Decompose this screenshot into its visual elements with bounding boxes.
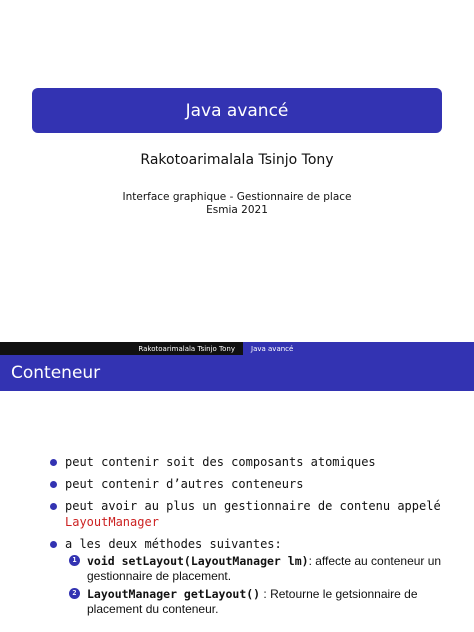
bullet-text: peut avoir au plus un gestionnaire de contenu appelé — [65, 499, 441, 513]
number-badge-icon: 1 — [69, 555, 80, 566]
bullet-text: peut contenir d’autres conteneurs — [65, 477, 304, 491]
number-badge-icon: 2 — [69, 588, 80, 599]
presentation-title: Java avancé — [185, 100, 289, 121]
bullet-text: peut contenir soit des composants atomiques — [65, 455, 376, 469]
method-description: : affecte au conteneur un gestionnaire de placement. — [87, 554, 442, 583]
bullet-text: a les deux méthodes suivantes: — [65, 537, 282, 551]
frame-title-bar — [0, 355, 474, 391]
method-item — [65, 554, 450, 584]
title-box — [32, 88, 442, 133]
subtitle — [0, 191, 474, 217]
slide-header-bar — [0, 342, 474, 355]
list-item — [50, 476, 450, 492]
list-item — [50, 536, 450, 617]
bullet-icon — [50, 541, 57, 548]
bullet-icon — [50, 481, 57, 488]
header-author: Rakotoarimalala Tsinjo Tony — [0, 342, 243, 355]
method-list — [65, 554, 450, 617]
layout-manager-term: LayoutManager — [65, 515, 159, 529]
frame-title: Conteneur — [11, 363, 101, 383]
method-description: : Retourne le getsionnaire de placement du conteneur. — [87, 587, 418, 616]
method-signature: LayoutManager getLayout() — [87, 587, 261, 601]
author-name: Rakotoarimalala Tsinjo Tony — [140, 152, 334, 168]
method-item — [65, 587, 450, 617]
bullet-icon — [50, 503, 57, 510]
subtitle-line-1: Interface graphique - Gestionnaire de place — [122, 191, 352, 203]
subtitle-line-2: Esmia 2021 — [206, 204, 268, 216]
bullet-icon — [50, 459, 57, 466]
list-item — [50, 498, 450, 530]
list-item — [50, 454, 450, 470]
bullet-list — [50, 454, 450, 623]
method-signature: void setLayout(LayoutManager lm) — [87, 554, 309, 568]
header-title: Java avancé — [243, 342, 474, 355]
